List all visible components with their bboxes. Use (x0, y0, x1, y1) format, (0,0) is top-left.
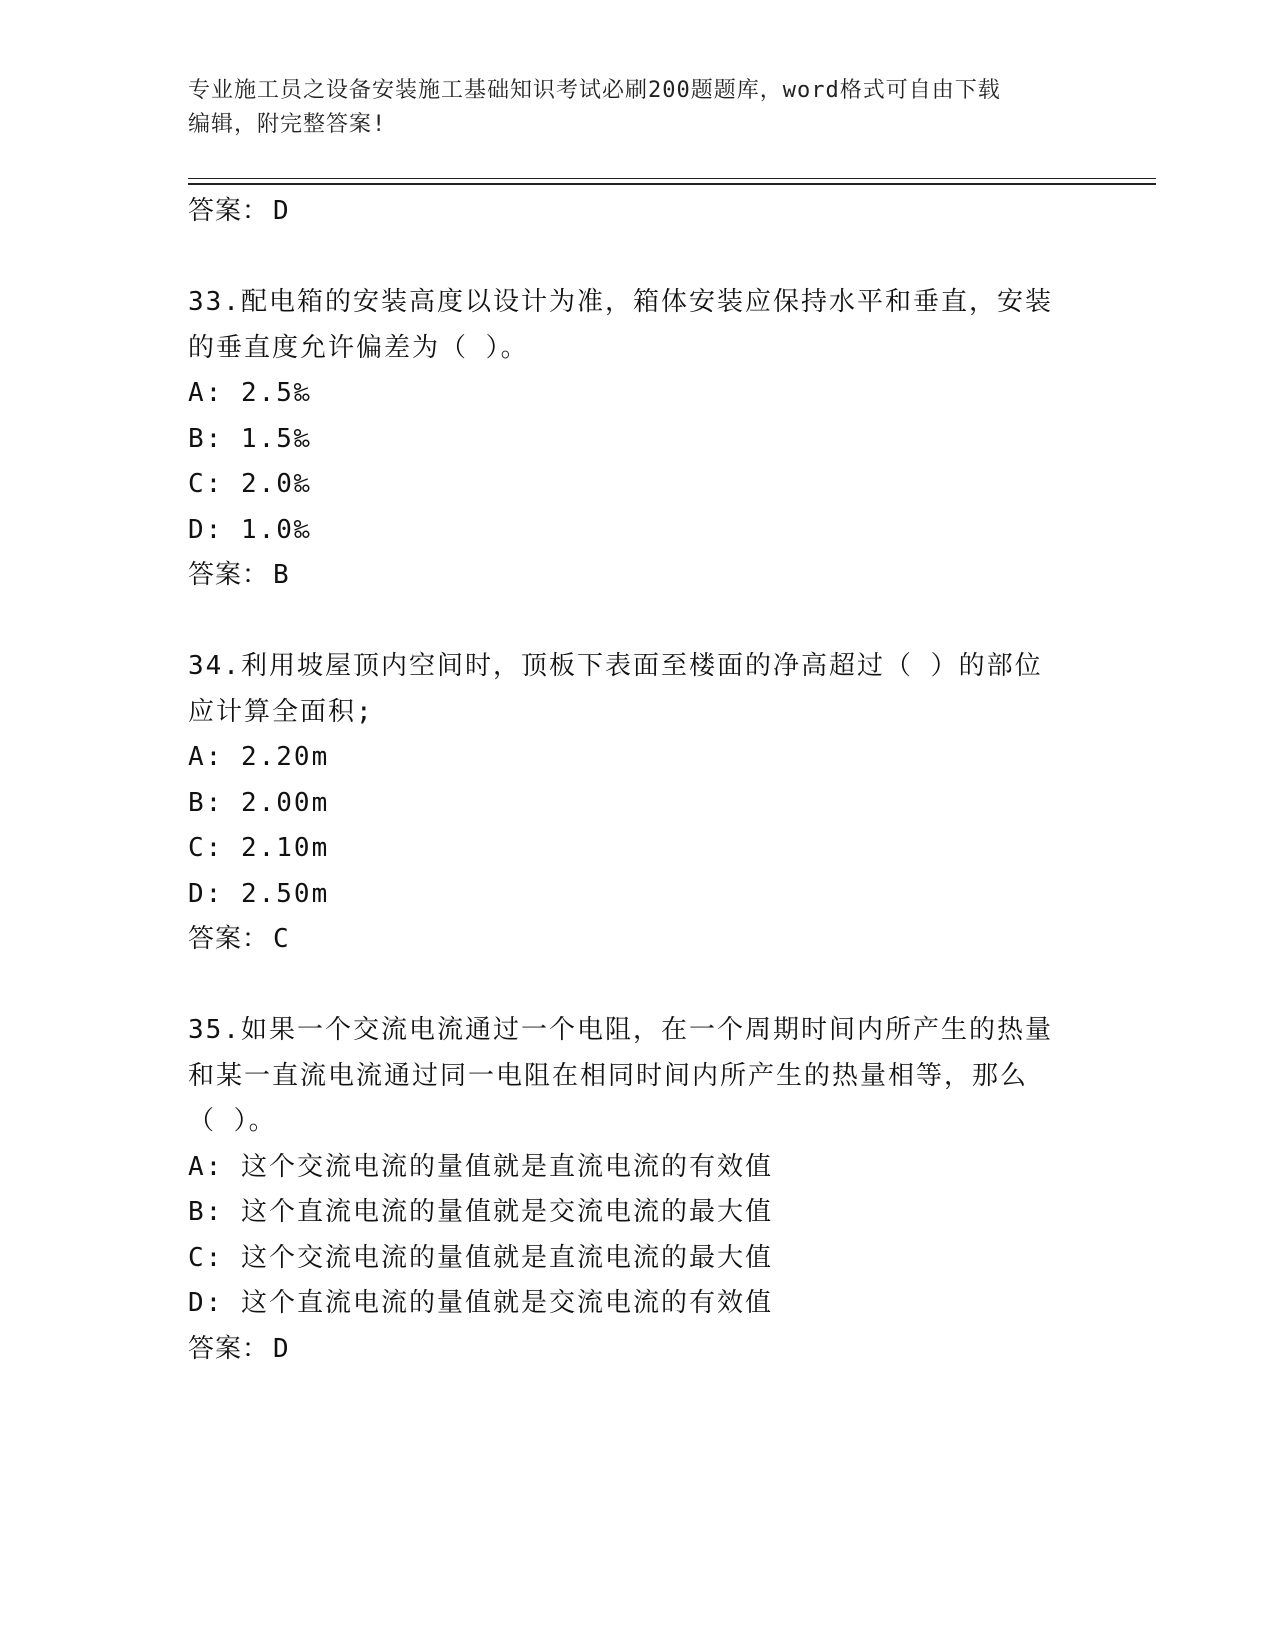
answer-label: 答案： (188, 1333, 270, 1364)
answer-line (188, 553, 1108, 599)
option-d: D: 2.50m (188, 878, 330, 909)
spacer (188, 963, 1108, 1009)
question-block (188, 644, 1108, 963)
question-text-line: 的垂直度允许偏差为（ ）。 (188, 332, 529, 363)
question-text-line: 34.利用坡屋顶内空间时，顶板下表面至楼面的净高超过（ ）的部位 (188, 651, 1043, 681)
question-block (188, 280, 1108, 599)
option-b: B: 2.00m (188, 787, 330, 818)
answer-label: 答案： (188, 196, 270, 226)
answer-line (188, 1327, 1108, 1373)
answer-label: 答案： (188, 924, 270, 954)
question-block (188, 1008, 1108, 1372)
answer-value: D (273, 196, 290, 226)
option-d: D: 这个直流电流的量值就是交流电流的有效值 (188, 1288, 773, 1318)
option-c: C: 2.10m (188, 833, 330, 863)
page-header (188, 74, 1088, 142)
question-text-line: 35.如果一个交流电流通过一个电阻，在一个周期时间内所产生的热量 (188, 1015, 1053, 1045)
question-text-line: 应计算全面积; (188, 696, 374, 727)
header-line-2: 编辑，附完整答案! (188, 112, 387, 137)
option-a: A: 这个交流电流的量值就是直流电流的有效值 (188, 1151, 773, 1182)
header-rule-thin (188, 178, 1156, 179)
spacer (188, 599, 1108, 645)
option-b: B: 这个直流电流的量值就是交流电流的最大值 (188, 1197, 773, 1227)
option-a: A: 2.5‰ (188, 378, 312, 408)
answer-value: C (273, 924, 290, 954)
answer-value: D (273, 1333, 290, 1364)
option-b: B: 1.5‰ (188, 423, 312, 454)
answer-line (188, 917, 1108, 963)
answer-value: B (273, 560, 290, 590)
question-content (188, 189, 1108, 1372)
option-c: C: 2.0‰ (188, 469, 312, 499)
header-line-1: 专业施工员之设备安装施工基础知识考试必刷200题题库，word格式可自由下载 (188, 78, 1001, 103)
answer-label: 答案： (188, 560, 270, 590)
question-text-line: 33.配电箱的安装高度以设计为准，箱体安装应保持水平和垂直，安装 (188, 287, 1053, 317)
option-d: D: 1.0‰ (188, 514, 312, 545)
header-rule-thick (188, 183, 1156, 185)
answer-line (188, 189, 1108, 235)
question-text-line: 和某一直流电流通过同一电阻在相同时间内所产生的热量相等，那么 (188, 1060, 1029, 1091)
question-text-line: （ ）。 (188, 1106, 277, 1136)
option-a: A: 2.20m (188, 742, 330, 772)
option-c: C: 这个交流电流的量值就是直流电流的最大值 (188, 1242, 773, 1273)
spacer (188, 235, 1108, 281)
